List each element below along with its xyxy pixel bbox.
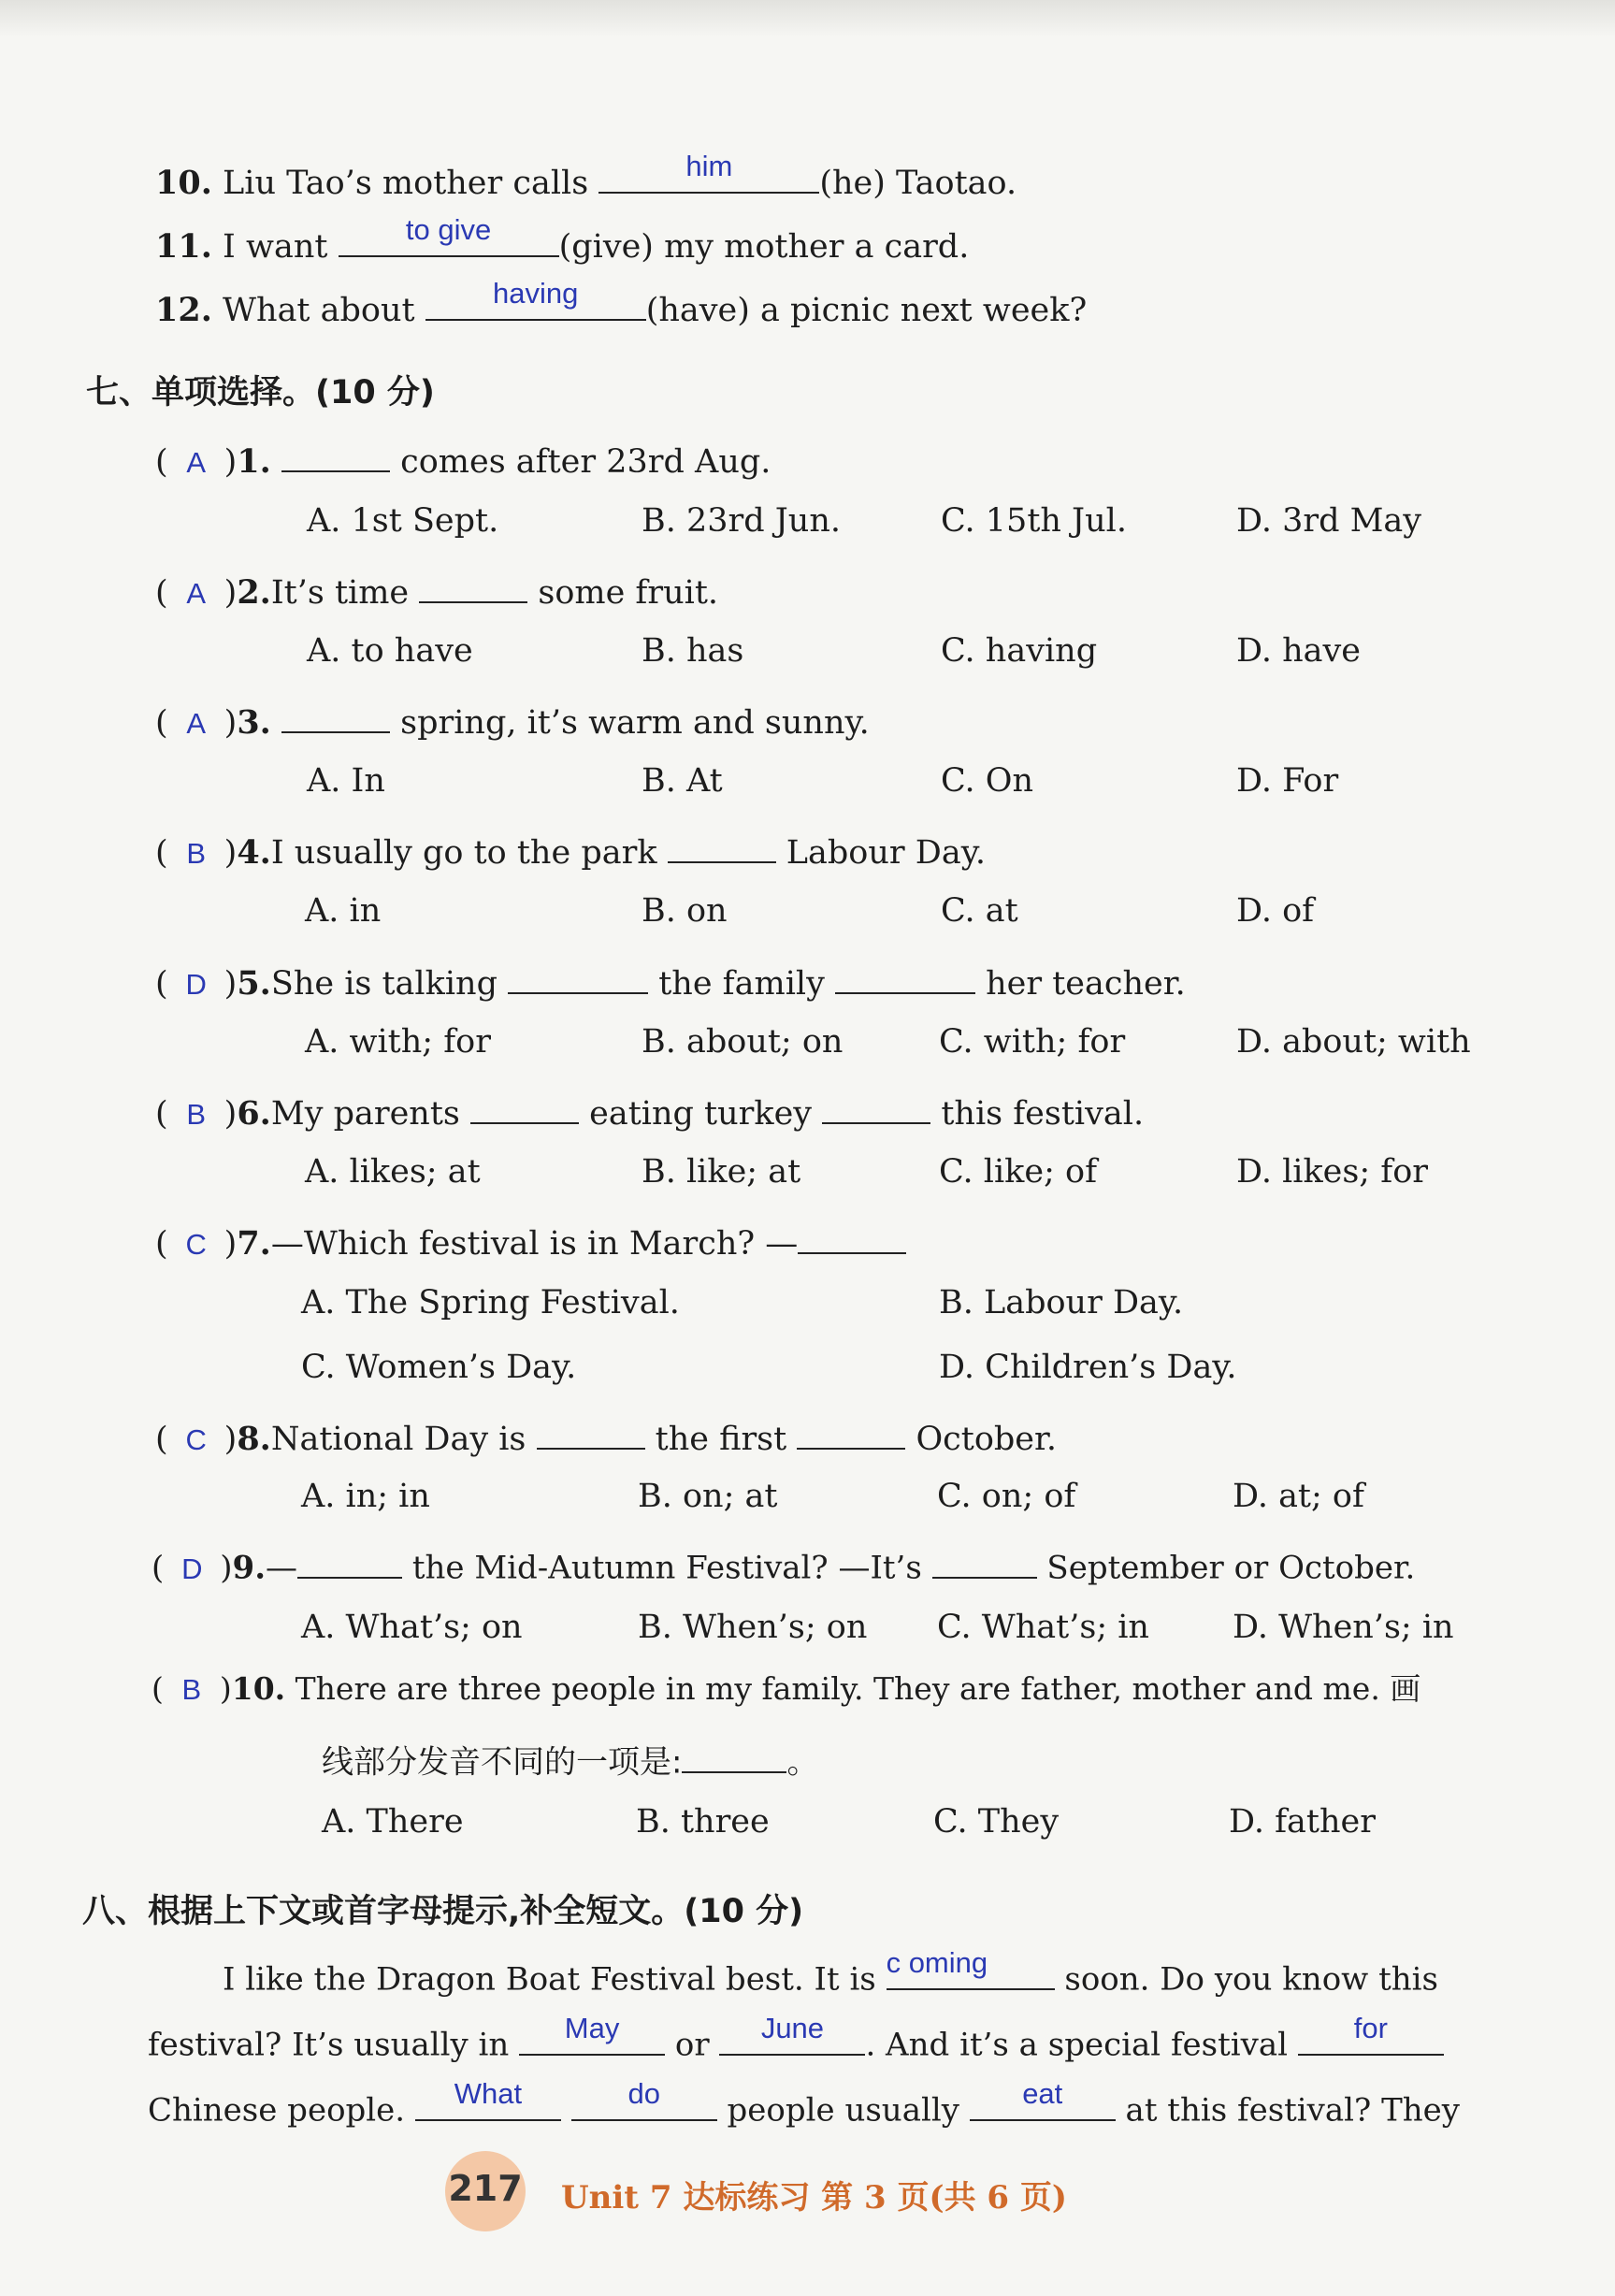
question-5: ( D )5.She is talking the family her teacher. xyxy=(155,958,1186,1001)
choice-answer: B xyxy=(186,836,206,870)
option-a: A. What’s; on xyxy=(301,1609,523,1646)
blank xyxy=(798,1218,906,1254)
option-b: B. on xyxy=(642,892,728,930)
fill-item-10: 10. Liu Tao’s mother calls him (he) Taotao. xyxy=(155,149,1017,202)
question-1: ( A )1. comes after 23rd Aug. xyxy=(155,436,771,479)
option-d: D. at; of xyxy=(1233,1478,1364,1515)
blank xyxy=(419,567,527,603)
option-c: C. with; for xyxy=(939,1023,1126,1061)
question-3: ( A )3. spring, it’s warm and sunny. xyxy=(155,697,870,740)
page-number: 217 xyxy=(448,2168,523,2209)
blank xyxy=(537,1413,645,1450)
option-a: A. The Spring Festival. xyxy=(301,1284,680,1321)
blank xyxy=(682,1738,786,1773)
blank xyxy=(932,1543,1037,1579)
option-d: D. For xyxy=(1236,762,1339,800)
blank xyxy=(835,958,975,994)
passage-blank-4: for xyxy=(1298,2020,1444,2056)
option-b: B. like; at xyxy=(642,1153,801,1191)
fill-item-12: 12. What about having (have) a picnic next week? xyxy=(155,276,1088,329)
choice-answer: D xyxy=(185,967,207,1001)
blank xyxy=(281,436,390,472)
section-8-title: 八、根据上下文或首字母提示,补全短文。(10 分) xyxy=(82,1893,804,1930)
question-8: ( C )8.National Day is the first October. xyxy=(155,1413,1057,1456)
passage-blank-2: May xyxy=(519,2020,665,2056)
passage-blank-6: do xyxy=(571,2086,717,2121)
passage-blank-5: What xyxy=(415,2086,561,2121)
option-a: A. to have xyxy=(307,632,473,670)
option-a: A. In xyxy=(307,762,385,800)
option-a: A. with; for xyxy=(305,1023,491,1061)
question-6: ( B )6.My parents eating turkey this festival. xyxy=(155,1088,1144,1131)
option-b: B. three xyxy=(636,1803,770,1841)
option-c: C. On xyxy=(941,762,1034,800)
question-2: ( A )2.It’s time some fruit. xyxy=(155,567,718,610)
option-c: C. like; of xyxy=(939,1153,1098,1191)
option-b: B. When’s; on xyxy=(638,1609,868,1646)
option-d: D. of xyxy=(1236,892,1315,930)
passage-line-2: festival? It’s usually in May or June . And it’s a special festival for xyxy=(148,2020,1444,2061)
choice-answer: B xyxy=(186,1097,206,1131)
fill-item-11: 11. I want to give (give) my mother a card. xyxy=(155,212,970,266)
option-d: D. father xyxy=(1229,1803,1376,1841)
option-c: C. They xyxy=(933,1803,1060,1841)
option-c: C. What’s; in xyxy=(937,1609,1149,1646)
option-a: A. 1st Sept. xyxy=(307,502,499,540)
question-9: ( D )9.— the Mid-Autumn Festival? —It’s September or October. xyxy=(151,1543,1415,1584)
option-b: B. 23rd Jun. xyxy=(642,502,842,540)
choice-answer: C xyxy=(185,1227,207,1261)
blank xyxy=(508,958,648,994)
option-b: B. At xyxy=(642,762,723,800)
blank xyxy=(281,697,390,733)
question-10-line2: 线部分发音不同的一项是: 。 xyxy=(322,1738,818,1779)
option-a: A. in xyxy=(305,892,382,930)
choice-answer: B xyxy=(181,1673,202,1706)
option-a: A. There xyxy=(322,1803,464,1841)
choice-answer: A xyxy=(186,706,206,740)
option-a: A. in; in xyxy=(301,1478,430,1515)
option-b: B. Labour Day. xyxy=(939,1284,1184,1321)
answer-blank: him xyxy=(598,157,819,194)
option-d: D. have xyxy=(1236,632,1361,670)
passage-blank-3: June xyxy=(719,2020,865,2056)
option-d: D. 3rd May xyxy=(1236,502,1422,540)
choice-answer: D xyxy=(181,1552,203,1585)
option-c: C. having xyxy=(941,632,1098,670)
question-10: ( B )10. There are three people in my family. They are father, mother and me. 画 xyxy=(151,1670,1421,1707)
option-c: C. on; of xyxy=(937,1478,1076,1515)
passage-blank-7: eat xyxy=(970,2086,1116,2121)
blank xyxy=(470,1088,579,1124)
section-7-title: 七、单项选择。(10 分) xyxy=(86,374,435,412)
option-c: C. at xyxy=(941,892,1018,930)
choice-answer: C xyxy=(185,1422,207,1456)
choice-answer: A xyxy=(186,576,206,610)
blank xyxy=(822,1088,930,1124)
option-c: C. 15th Jul. xyxy=(941,502,1127,540)
passage-blank-1: c oming xyxy=(887,1955,1055,1990)
scan-shadow xyxy=(0,0,1615,37)
option-d: D. likes; for xyxy=(1236,1153,1429,1191)
option-b: B. has xyxy=(642,632,744,670)
option-b: B. on; at xyxy=(638,1478,778,1515)
footer-caption: Unit 7 达标练习 第 3 页(共 6 页) xyxy=(561,2179,1067,2217)
choice-answer: A xyxy=(186,445,206,479)
answer-blank: having xyxy=(425,284,646,321)
option-b: B. about; on xyxy=(642,1023,844,1061)
passage-line-3: Chinese people. What do people usually eat at this festival? They xyxy=(148,2076,1460,2130)
blank xyxy=(297,1543,402,1579)
option-a: A. likes; at xyxy=(305,1153,481,1191)
option-d: D. Children’s Day. xyxy=(939,1349,1237,1386)
option-c: C. Women’s Day. xyxy=(301,1349,577,1386)
passage-line-1: I like the Dragon Boat Festival best. It is c oming soon. Do you know this xyxy=(223,1945,1438,1999)
option-d: D. about; with xyxy=(1236,1023,1471,1061)
blank xyxy=(668,827,776,863)
question-7: ( C )7.—Which festival is in March? — xyxy=(155,1218,906,1261)
option-d: D. When’s; in xyxy=(1233,1609,1454,1646)
answer-blank: to give xyxy=(339,221,559,257)
question-4: ( B )4.I usually go to the park Labour Day. xyxy=(155,827,986,870)
blank xyxy=(797,1413,905,1450)
